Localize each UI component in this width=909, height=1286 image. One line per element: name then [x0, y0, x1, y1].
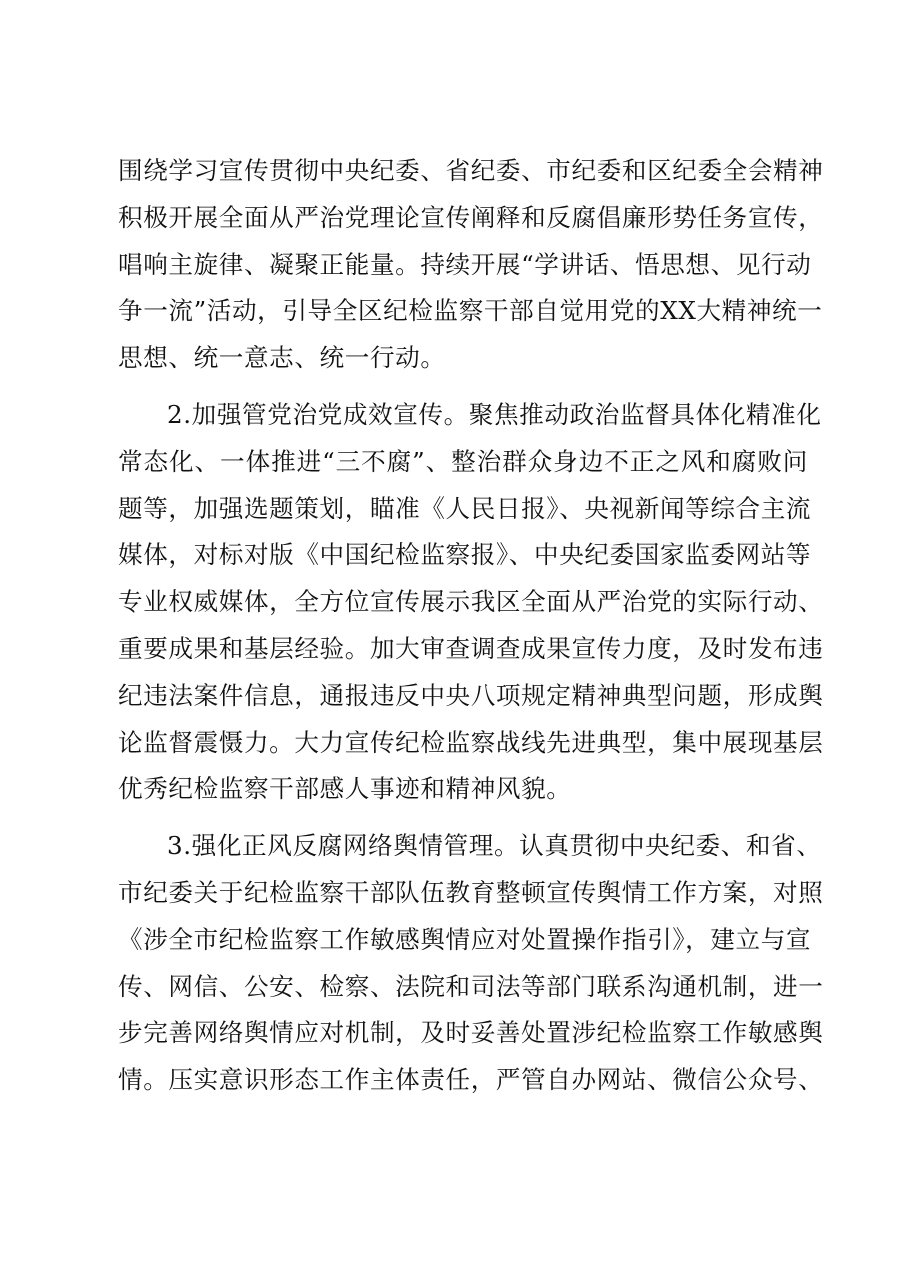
body-line: 论监督震慑力。大力宣传纪检监察战线先进典型，集中展现基层	[118, 727, 824, 757]
body-line: 题等，加强选题策划，瞄准《人民日报》、央视新闻等综合主流	[118, 493, 812, 523]
body-line: 媒体，对标对版《中国纪检监察报》、中央纪委国家监委网站等	[118, 540, 812, 570]
body-line: 市纪委关于纪检监察干部队伍教育整顿宣传舆情工作方案，对照	[118, 877, 824, 907]
document-body	[118, 148, 824, 1104]
paragraph-2-first-line: 2.加强管党治党成效宣传。聚焦推动政治监督具体化精准化	[167, 399, 822, 429]
paragraph-gap	[118, 813, 808, 823]
body-line: 传、网信、公安、检察、法院和司法等部门联系沟通机制，进一	[118, 971, 824, 1001]
body-line: 优秀纪检监察干部感人事迹和精神风貌。	[118, 774, 572, 804]
body-line: 步完善网络舆情应对机制，及时妥善处置涉纪检监察工作敏感舆	[118, 1018, 824, 1048]
paragraph-3-first-line: 3.强化正风反腐网络舆情管理。认真贯彻中央纪委、和省、	[167, 831, 822, 861]
paragraph-gap	[118, 382, 808, 392]
body-line: 争一流”活动，引导全区纪检监察干部自觉用党的XX大精神统一	[118, 296, 823, 326]
body-line: 《涉全市纪检监察工作敏感舆情应对处置操作指引》，建立与宣	[118, 924, 812, 954]
body-line: 积极开展全面从严治党理论宣传阐释和反腐倡廉形势任务宣传，	[118, 202, 824, 232]
body-line: 唱响主旋律、凝聚正能量。持续开展“学讲话、悟思想、见行动	[118, 249, 812, 279]
body-line: 纪违法案件信息，通报违反中央八项规定精神典型问题，形成舆	[118, 680, 824, 710]
body-line: 专业权威媒体，全方位宣传展示我区全面从严治党的实际行动、	[118, 587, 824, 617]
body-line: 重要成果和基层经验。加大审查调查成果宣传力度，及时发布违	[118, 633, 824, 663]
body-line: 思想、统一意志、统一行动。	[118, 343, 446, 373]
body-line: 围绕学习宣传贯彻中央纪委、省纪委、市纪委和区纪委全会精神	[118, 156, 824, 185]
body-line: 情。压实意识形态工作主体责任，严管自办网站、微信公众号、	[118, 1065, 824, 1095]
body-line: 常态化、一体推进“三不腐”、整治群众身边不正之风和腐败问	[118, 446, 808, 476]
